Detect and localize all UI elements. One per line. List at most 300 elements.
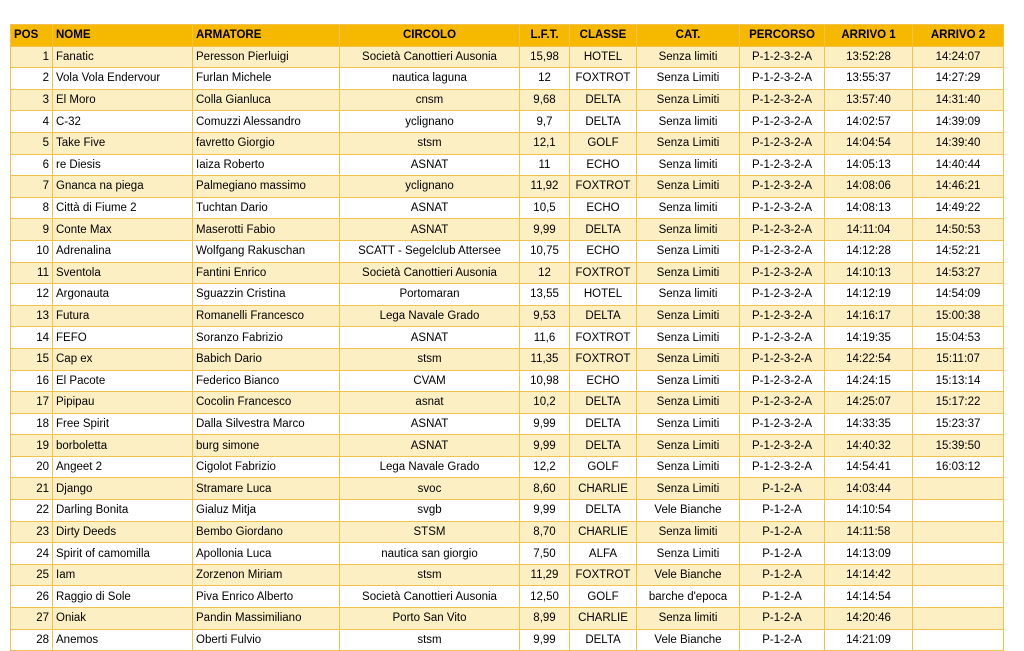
arrival-2-cell: 15:13:14 [913, 370, 1004, 392]
lft-cell: 9,99 [520, 500, 570, 522]
owner-cell: Colla Gianluca [193, 89, 340, 111]
course-cell: P-1-2-A [740, 564, 825, 586]
arrival-1-cell: 14:05:13 [825, 154, 913, 176]
arrival-2-cell: 14:40:44 [913, 154, 1004, 176]
course-cell: P-1-2-3-2-A [740, 284, 825, 306]
boat-name-cell: Futura [53, 305, 193, 327]
arrival-1-cell: 14:10:13 [825, 262, 913, 284]
boat-name-cell: Spirit of camomilla [53, 543, 193, 565]
arrival-1-cell: 14:04:54 [825, 132, 913, 154]
owner-cell: Cigolot Fabrizio [193, 456, 340, 478]
pos-cell: 26 [11, 586, 53, 608]
pos-cell: 5 [11, 132, 53, 154]
arrival-2-cell: 15:23:37 [913, 413, 1004, 435]
boat-name-cell: re Diesis [53, 154, 193, 176]
category-cell: Senza limiti [637, 197, 740, 219]
boat-name-cell: Città di Fiume 2 [53, 197, 193, 219]
table-row [11, 478, 1004, 500]
pos-cell: 11 [11, 262, 53, 284]
class-cell: FOXTROT [570, 327, 637, 349]
owner-cell: Palmegiano massimo [193, 176, 340, 198]
table-row [11, 219, 1004, 241]
lft-cell: 10,75 [520, 240, 570, 262]
pos-cell: 22 [11, 500, 53, 522]
class-cell: GOLF [570, 586, 637, 608]
lft-cell: 12,2 [520, 456, 570, 478]
class-cell: GOLF [570, 456, 637, 478]
arrival-1-cell: 14:54:41 [825, 456, 913, 478]
table-row [11, 586, 1004, 608]
arrival-1-cell: 14:12:19 [825, 284, 913, 306]
class-cell: DELTA [570, 413, 637, 435]
club-cell: Portomaran [340, 284, 520, 306]
arrival-1-cell: 14:02:57 [825, 111, 913, 133]
category-cell: Senza Limiti [637, 89, 740, 111]
lft-cell: 8,60 [520, 478, 570, 500]
lft-cell: 12,50 [520, 586, 570, 608]
course-cell: P-1-2-A [740, 586, 825, 608]
lft-cell: 11,29 [520, 564, 570, 586]
arrival-2-cell [913, 521, 1004, 543]
class-cell: ECHO [570, 154, 637, 176]
category-cell: Senza limiti [637, 219, 740, 241]
pos-cell: 23 [11, 521, 53, 543]
table-row [11, 435, 1004, 457]
arrival-1-cell: 14:08:13 [825, 197, 913, 219]
boat-name-cell: Cap ex [53, 348, 193, 370]
boat-name-cell: Sventola [53, 262, 193, 284]
col-header-percorso: PERCORSO [740, 25, 825, 47]
table-row [11, 564, 1004, 586]
arrival-1-cell: 14:21:09 [825, 629, 913, 651]
course-cell: P-1-2-3-2-A [740, 176, 825, 198]
club-cell: Lega Navale Grado [340, 305, 520, 327]
boat-name-cell: Conte Max [53, 219, 193, 241]
course-cell: P-1-2-3-2-A [740, 435, 825, 457]
lft-cell: 11,92 [520, 176, 570, 198]
arrival-2-cell: 15:17:22 [913, 392, 1004, 414]
class-cell: FOXTROT [570, 348, 637, 370]
pos-cell: 28 [11, 629, 53, 651]
course-cell: P-1-2-3-2-A [740, 197, 825, 219]
results-table [10, 24, 1004, 651]
club-cell: cnsm [340, 89, 520, 111]
arrival-1-cell: 13:52:28 [825, 46, 913, 68]
club-cell: nautica laguna [340, 68, 520, 90]
arrival-1-cell: 14:12:28 [825, 240, 913, 262]
arrival-1-cell: 14:19:35 [825, 327, 913, 349]
class-cell: ALFA [570, 543, 637, 565]
course-cell: P-1-2-3-2-A [740, 111, 825, 133]
pos-cell: 17 [11, 392, 53, 414]
club-cell: svoc [340, 478, 520, 500]
owner-cell: Furlan Michele [193, 68, 340, 90]
category-cell: Senza limiti [637, 284, 740, 306]
course-cell: P-1-2-3-2-A [740, 219, 825, 241]
course-cell: P-1-2-3-2-A [740, 456, 825, 478]
owner-cell: burg simone [193, 435, 340, 457]
owner-cell: Soranzo Fabrizio [193, 327, 340, 349]
pos-cell: 19 [11, 435, 53, 457]
boat-name-cell: El Moro [53, 89, 193, 111]
category-cell: Senza Limiti [637, 132, 740, 154]
class-cell: FOXTROT [570, 564, 637, 586]
course-cell: P-1-2-A [740, 500, 825, 522]
category-cell: Senza Limiti [637, 348, 740, 370]
club-cell: ASNAT [340, 219, 520, 241]
class-cell: HOTEL [570, 284, 637, 306]
arrival-2-cell: 14:39:09 [913, 111, 1004, 133]
lft-cell: 10,2 [520, 392, 570, 414]
results-body [11, 46, 1004, 651]
col-header-nome: NOME [53, 25, 193, 47]
boat-name-cell: Raggio di Sole [53, 586, 193, 608]
boat-name-cell: Oniak [53, 608, 193, 630]
col-header-classe: CLASSE [570, 25, 637, 47]
owner-cell: Sguazzin Cristina [193, 284, 340, 306]
pos-cell: 4 [11, 111, 53, 133]
arrival-1-cell: 14:13:09 [825, 543, 913, 565]
category-cell: Senza limiti [637, 154, 740, 176]
table-row [11, 132, 1004, 154]
boat-name-cell: FEFO [53, 327, 193, 349]
category-cell: Senza Limiti [637, 262, 740, 284]
table-row [11, 197, 1004, 219]
arrival-2-cell: 15:11:07 [913, 348, 1004, 370]
col-header-lft: L.F.T. [520, 25, 570, 47]
club-cell: svgb [340, 500, 520, 522]
table-row [11, 89, 1004, 111]
pos-cell: 9 [11, 219, 53, 241]
club-cell: ASNAT [340, 154, 520, 176]
lft-cell: 12,1 [520, 132, 570, 154]
owner-cell: favretto Giorgio [193, 132, 340, 154]
class-cell: FOXTROT [570, 176, 637, 198]
header-row [11, 25, 1004, 47]
lft-cell: 9,99 [520, 413, 570, 435]
lft-cell: 12 [520, 262, 570, 284]
club-cell: CVAM [340, 370, 520, 392]
lft-cell: 11 [520, 154, 570, 176]
owner-cell: Peresson Pierluigi [193, 46, 340, 68]
table-row [11, 543, 1004, 565]
category-cell: Vele Bianche [637, 564, 740, 586]
lft-cell: 11,35 [520, 348, 570, 370]
arrival-2-cell: 14:39:40 [913, 132, 1004, 154]
category-cell: Senza Limiti [637, 456, 740, 478]
table-row [11, 176, 1004, 198]
pos-cell: 6 [11, 154, 53, 176]
arrival-2-cell: 14:27:29 [913, 68, 1004, 90]
club-cell: Società Canottieri Ausonia [340, 586, 520, 608]
table-row [11, 413, 1004, 435]
course-cell: P-1-2-3-2-A [740, 327, 825, 349]
arrival-1-cell: 14:20:46 [825, 608, 913, 630]
col-header-armatore: ARMATORE [193, 25, 340, 47]
category-cell: Senza Limiti [637, 68, 740, 90]
pos-cell: 20 [11, 456, 53, 478]
arrival-2-cell: 14:50:53 [913, 219, 1004, 241]
lft-cell: 9,53 [520, 305, 570, 327]
club-cell: Lega Navale Grado [340, 456, 520, 478]
lft-cell: 9,99 [520, 219, 570, 241]
table-row [11, 305, 1004, 327]
class-cell: DELTA [570, 305, 637, 327]
boat-name-cell: Anemos [53, 629, 193, 651]
owner-cell: Piva Enrico Alberto [193, 586, 340, 608]
category-cell: barche d'epoca [637, 586, 740, 608]
lft-cell: 12 [520, 68, 570, 90]
category-cell: Senza limiti [637, 608, 740, 630]
lft-cell: 9,7 [520, 111, 570, 133]
owner-cell: Pandin Massimiliano [193, 608, 340, 630]
category-cell: Senza Limiti [637, 327, 740, 349]
club-cell: yclignano [340, 111, 520, 133]
pos-cell: 13 [11, 305, 53, 327]
arrival-2-cell [913, 629, 1004, 651]
arrival-2-cell: 16:03:12 [913, 456, 1004, 478]
arrival-1-cell: 14:14:42 [825, 564, 913, 586]
owner-cell: Dalla Silvestra Marco [193, 413, 340, 435]
arrival-2-cell: 14:24:07 [913, 46, 1004, 68]
club-cell: ASNAT [340, 197, 520, 219]
table-row [11, 370, 1004, 392]
arrival-2-cell [913, 564, 1004, 586]
arrival-2-cell: 14:53:27 [913, 262, 1004, 284]
arrival-2-cell: 14:52:21 [913, 240, 1004, 262]
arrival-1-cell: 14:11:58 [825, 521, 913, 543]
col-header-circolo: CIRCOLO [340, 25, 520, 47]
arrival-1-cell: 14:40:32 [825, 435, 913, 457]
pos-cell: 3 [11, 89, 53, 111]
class-cell: ECHO [570, 197, 637, 219]
boat-name-cell: El Pacote [53, 370, 193, 392]
table-row [11, 327, 1004, 349]
arrival-2-cell [913, 608, 1004, 630]
lft-cell: 7,50 [520, 543, 570, 565]
boat-name-cell: Darling Bonita [53, 500, 193, 522]
lft-cell: 8,70 [520, 521, 570, 543]
arrival-1-cell: 14:33:35 [825, 413, 913, 435]
owner-cell: Iaiza Roberto [193, 154, 340, 176]
table-row [11, 240, 1004, 262]
boat-name-cell: Iam [53, 564, 193, 586]
course-cell: P-1-2-3-2-A [740, 154, 825, 176]
boat-name-cell: Dirty Deeds [53, 521, 193, 543]
arrival-2-cell [913, 500, 1004, 522]
course-cell: P-1-2-3-2-A [740, 132, 825, 154]
table-row [11, 500, 1004, 522]
course-cell: P-1-2-A [740, 543, 825, 565]
col-header-pos: POS [11, 25, 53, 47]
category-cell: Senza Limiti [637, 240, 740, 262]
boat-name-cell: Adrenalina [53, 240, 193, 262]
course-cell: P-1-2-3-2-A [740, 413, 825, 435]
lft-cell: 15,98 [520, 46, 570, 68]
owner-cell: Babich Dario [193, 348, 340, 370]
club-cell: Porto San Vito [340, 608, 520, 630]
club-cell: stsm [340, 564, 520, 586]
class-cell: DELTA [570, 435, 637, 457]
arrival-2-cell [913, 586, 1004, 608]
boat-name-cell: Angeet 2 [53, 456, 193, 478]
pos-cell: 27 [11, 608, 53, 630]
table-row [11, 348, 1004, 370]
category-cell: Senza Limiti [637, 543, 740, 565]
owner-cell: Wolfgang Rakuschan [193, 240, 340, 262]
arrival-1-cell: 13:57:40 [825, 89, 913, 111]
boat-name-cell: Pipipau [53, 392, 193, 414]
table-row [11, 629, 1004, 651]
table-row [11, 111, 1004, 133]
pos-cell: 24 [11, 543, 53, 565]
lft-cell: 11,6 [520, 327, 570, 349]
course-cell: P-1-2-A [740, 629, 825, 651]
category-cell: Senza Limiti [637, 176, 740, 198]
owner-cell: Tuchtan Dario [193, 197, 340, 219]
owner-cell: Romanelli Francesco [193, 305, 340, 327]
arrival-1-cell: 14:25:07 [825, 392, 913, 414]
class-cell: DELTA [570, 500, 637, 522]
club-cell: stsm [340, 348, 520, 370]
boat-name-cell: Fanatic [53, 46, 193, 68]
table-row [11, 154, 1004, 176]
boat-name-cell: borboletta [53, 435, 193, 457]
club-cell: ASNAT [340, 413, 520, 435]
course-cell: P-1-2-3-2-A [740, 348, 825, 370]
course-cell: P-1-2-3-2-A [740, 68, 825, 90]
class-cell: HOTEL [570, 46, 637, 68]
category-cell: Senza Limiti [637, 370, 740, 392]
category-cell: Senza limiti [637, 521, 740, 543]
table-row [11, 284, 1004, 306]
class-cell: DELTA [570, 392, 637, 414]
class-cell: DELTA [570, 219, 637, 241]
pos-cell: 2 [11, 68, 53, 90]
lft-cell: 9,99 [520, 435, 570, 457]
owner-cell: Gialuz Mitja [193, 500, 340, 522]
course-cell: P-1-2-3-2-A [740, 89, 825, 111]
arrival-2-cell [913, 543, 1004, 565]
arrival-2-cell: 15:04:53 [913, 327, 1004, 349]
category-cell: Vele Bianche [637, 500, 740, 522]
category-cell: Senza Limiti [637, 413, 740, 435]
col-header-arrivo-2: ARRIVO 2 [913, 25, 1004, 47]
club-cell: stsm [340, 629, 520, 651]
category-cell: Senza Limiti [637, 478, 740, 500]
boat-name-cell: C-32 [53, 111, 193, 133]
arrival-1-cell: 14:14:54 [825, 586, 913, 608]
course-cell: P-1-2-3-2-A [740, 262, 825, 284]
lft-cell: 10,98 [520, 370, 570, 392]
club-cell: Società Canottieri Ausonia [340, 262, 520, 284]
class-cell: FOXTROT [570, 68, 637, 90]
pos-cell: 21 [11, 478, 53, 500]
boat-name-cell: Vola Vola Endervour [53, 68, 193, 90]
class-cell: CHARLIE [570, 478, 637, 500]
category-cell: Senza limiti [637, 46, 740, 68]
category-cell: Senza limiti [637, 111, 740, 133]
lft-cell: 9,99 [520, 629, 570, 651]
course-cell: P-1-2-3-2-A [740, 240, 825, 262]
owner-cell: Zorzenon Miriam [193, 564, 340, 586]
lft-cell: 10,5 [520, 197, 570, 219]
owner-cell: Stramare Luca [193, 478, 340, 500]
boat-name-cell: Argonauta [53, 284, 193, 306]
class-cell: CHARLIE [570, 608, 637, 630]
owner-cell: Bembo Giordano [193, 521, 340, 543]
club-cell: ASNAT [340, 435, 520, 457]
class-cell: GOLF [570, 132, 637, 154]
table-row [11, 521, 1004, 543]
class-cell: DELTA [570, 89, 637, 111]
class-cell: DELTA [570, 629, 637, 651]
pos-cell: 18 [11, 413, 53, 435]
pos-cell: 14 [11, 327, 53, 349]
club-cell: STSM [340, 521, 520, 543]
lft-cell: 9,68 [520, 89, 570, 111]
arrival-1-cell: 14:08:06 [825, 176, 913, 198]
category-cell: Senza Limiti [637, 392, 740, 414]
col-header-arrivo-1: ARRIVO 1 [825, 25, 913, 47]
pos-cell: 25 [11, 564, 53, 586]
class-cell: CHARLIE [570, 521, 637, 543]
arrival-2-cell: 15:39:50 [913, 435, 1004, 457]
arrival-1-cell: 14:10:54 [825, 500, 913, 522]
owner-cell: Oberti Fulvio [193, 629, 340, 651]
club-cell: stsm [340, 132, 520, 154]
arrival-1-cell: 14:16:17 [825, 305, 913, 327]
course-cell: P-1-2-3-2-A [740, 305, 825, 327]
lft-cell: 13,55 [520, 284, 570, 306]
class-cell: DELTA [570, 111, 637, 133]
category-cell: Vele Bianche [637, 629, 740, 651]
arrival-2-cell [913, 478, 1004, 500]
owner-cell: Maserotti Fabio [193, 219, 340, 241]
course-cell: P-1-2-A [740, 478, 825, 500]
class-cell: ECHO [570, 240, 637, 262]
arrival-1-cell: 14:11:04 [825, 219, 913, 241]
course-cell: P-1-2-3-2-A [740, 46, 825, 68]
arrival-2-cell: 14:31:40 [913, 89, 1004, 111]
pos-cell: 10 [11, 240, 53, 262]
pos-cell: 7 [11, 176, 53, 198]
arrival-1-cell: 14:24:15 [825, 370, 913, 392]
club-cell: SCATT - Segelclub Attersee [340, 240, 520, 262]
category-cell: Senza Limiti [637, 435, 740, 457]
pos-cell: 8 [11, 197, 53, 219]
club-cell: asnat [340, 392, 520, 414]
arrival-2-cell: 15:00:38 [913, 305, 1004, 327]
club-cell: nautica san giorgio [340, 543, 520, 565]
boat-name-cell: Free Spirit [53, 413, 193, 435]
boat-name-cell: Take Five [53, 132, 193, 154]
table-row [11, 608, 1004, 630]
col-header-cat: CAT. [637, 25, 740, 47]
arrival-1-cell: 13:55:37 [825, 68, 913, 90]
owner-cell: Federico Bianco [193, 370, 340, 392]
club-cell: Società Canottieri Ausonia [340, 46, 520, 68]
class-cell: FOXTROT [570, 262, 637, 284]
class-cell: ECHO [570, 370, 637, 392]
arrival-2-cell: 14:46:21 [913, 176, 1004, 198]
category-cell: Senza Limiti [637, 305, 740, 327]
club-cell: ASNAT [340, 327, 520, 349]
course-cell: P-1-2-A [740, 521, 825, 543]
arrival-2-cell: 14:54:09 [913, 284, 1004, 306]
table-row [11, 46, 1004, 68]
owner-cell: Apollonia Luca [193, 543, 340, 565]
